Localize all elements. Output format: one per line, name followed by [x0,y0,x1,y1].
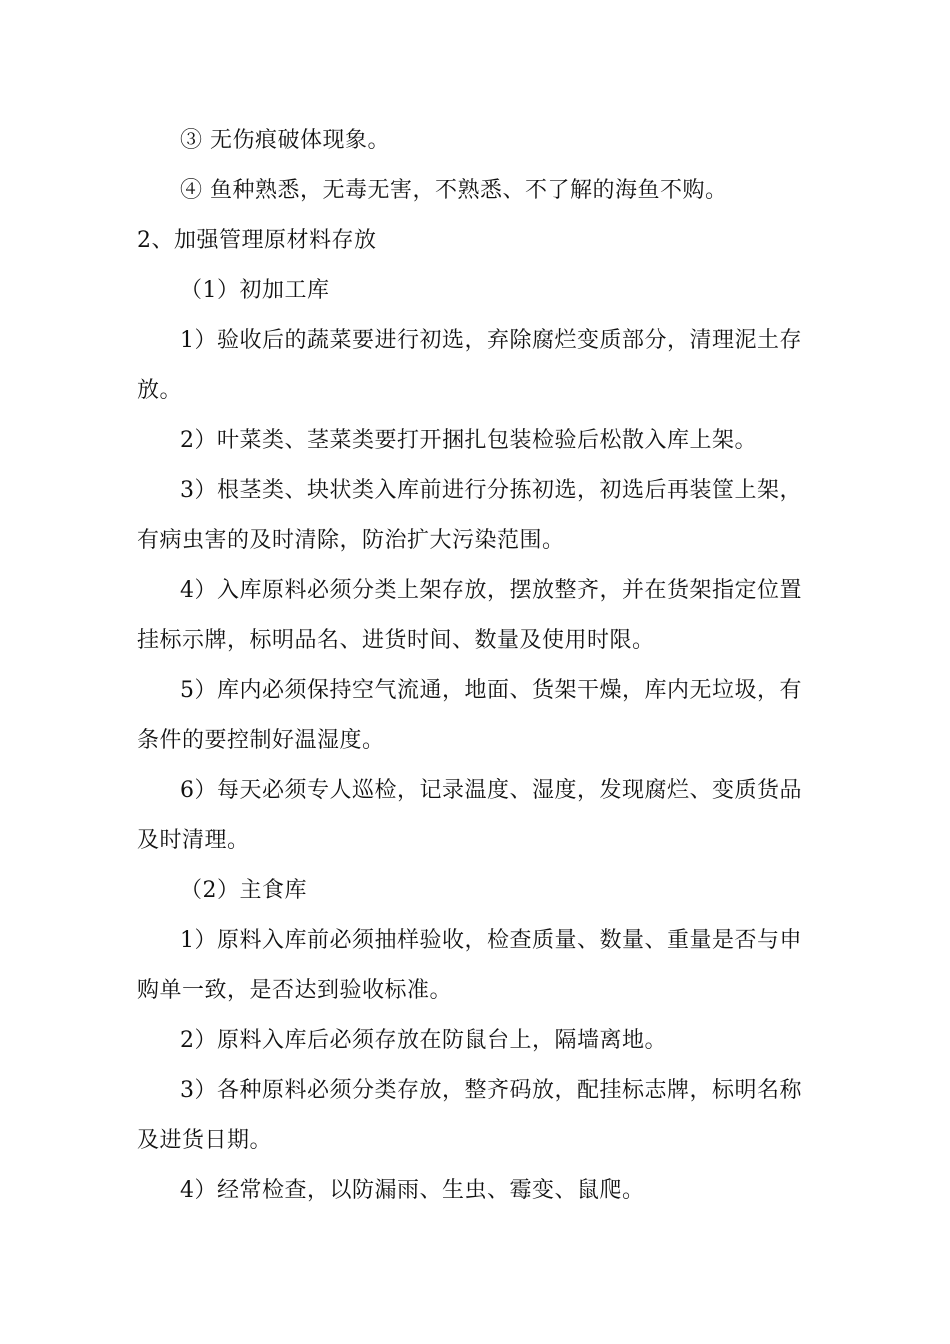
subsection-heading: （1）初加工库 [180,278,330,303]
paragraph-line: 6）每天必须专人巡检，记录温度、湿度，发现腐烂、变质货品 [180,778,802,803]
paragraph-line: 有病虫害的及时清除，防治扩大污染范围。 [137,528,565,553]
paragraph-line: 挂标示牌，标明品名、进货时间、数量及使用时限。 [137,628,655,653]
list-item-3: ③ 无伤痕破体现象。 [180,128,390,153]
paragraph-line: 2）原料入库后必须存放在防鼠台上，隔墙离地。 [180,1028,667,1053]
paragraph-line: 3）根茎类、块状类入库前进行分拣初选，初选后再装筐上架， [180,478,802,503]
paragraph-line: 条件的要控制好温湿度。 [137,728,385,753]
paragraph-line: 2）叶菜类、茎菜类要打开捆扎包装检验后松散入库上架。 [180,428,757,453]
paragraph-line: 1）验收后的蔬菜要进行初选，弃除腐烂变质部分，清理泥土存 [180,328,802,353]
paragraph-line: 3）各种原料必须分类存放，整齐码放，配挂标志牌，标明名称 [180,1078,802,1103]
paragraph-line: 放。 [137,378,183,403]
paragraph-line: 购单一致，是否达到验收标准。 [137,978,453,1003]
paragraph-line: 及进货日期。 [137,1128,273,1153]
paragraph-line: 4）经常检查，以防漏雨、生虫、霉变、鼠爬。 [180,1178,645,1203]
list-item-4: ④ 鱼种熟悉，无毒无害，不熟悉、不了解的海鱼不购。 [180,178,728,203]
paragraph-line: 1）原料入库前必须抽样验收，检查质量、数量、重量是否与申 [180,928,802,953]
paragraph-line: 及时清理。 [137,828,250,853]
paragraph-line: 5）库内必须保持空气流通，地面、货架干燥，库内无垃圾，有 [180,678,802,703]
subsection-heading: （2）主食库 [180,878,307,903]
section-heading: 2、加强管理原材料存放 [137,228,377,253]
paragraph-line: 4）入库原料必须分类上架存放，摆放整齐，并在货架指定位置 [180,578,802,603]
